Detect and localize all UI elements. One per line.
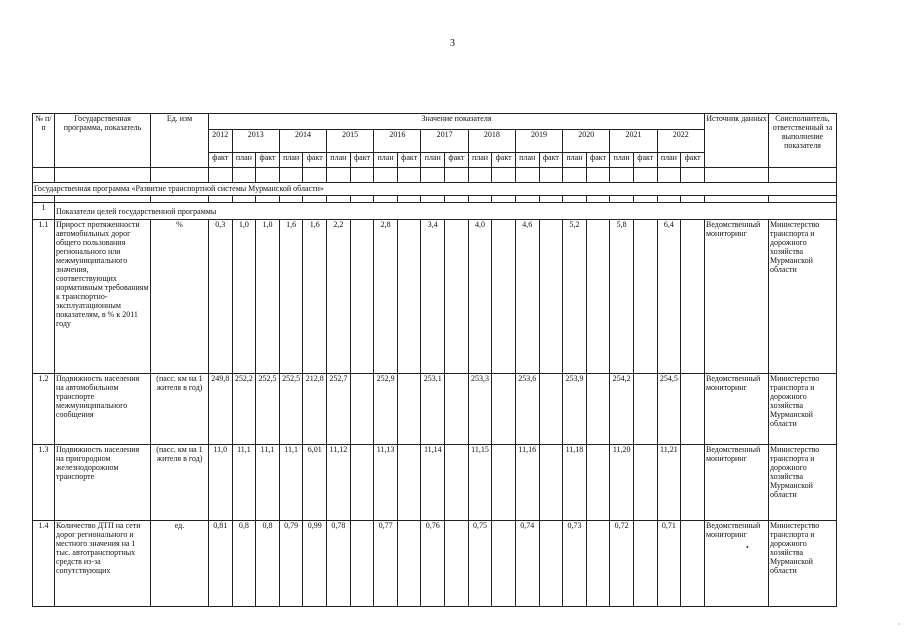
indicator-value: 11,1 [256,444,280,520]
header-year: 2019 [515,130,562,153]
indicator-value: 0,99 [303,520,327,606]
header-subcol: план [421,153,445,168]
header-subcol: факт [681,153,705,168]
indicator-row [33,219,837,373]
header-year: 2017 [421,130,468,153]
section-num: 1 [33,203,55,219]
header-unit: Ед. изм [151,114,209,168]
header-year: 2021 [610,130,657,153]
empty-cell [445,196,469,203]
empty-cell [327,196,351,203]
indicator-value: 0,73 [563,520,587,606]
header-subcol: план [657,153,681,168]
header-subcol: факт [445,153,469,168]
header-subcol: факт [633,153,657,168]
empty-cell [563,168,587,182]
indicator-row [33,373,837,444]
indicator-value [633,219,657,373]
empty-cell [327,168,351,182]
empty-cell [374,196,398,203]
empty-cell [681,196,705,203]
indicator-value [681,219,705,373]
empty-cell [303,168,327,182]
indicator-value: 253,9 [563,373,587,444]
empty-cell [232,196,256,203]
empty-cell [633,196,657,203]
empty-cell [374,168,398,182]
indicator-value: 1,0 [256,219,280,373]
indicator-value: 1,0 [232,219,256,373]
empty-cell [515,168,539,182]
indicator-value [539,373,563,444]
empty-cell [539,196,563,203]
indicator-value: 0,3 [209,219,233,373]
empty-cell [468,196,492,203]
indicator-value: 249,8 [209,373,233,444]
indicator-value [539,520,563,606]
empty-cell [704,168,768,182]
indicator-value: 2,2 [327,219,351,373]
indicator-value: 0,71 [657,520,681,606]
indicator-value: 11,15 [468,444,492,520]
indicator-value: 252,5 [279,373,303,444]
indicator-value [445,520,469,606]
indicator-value: 6,4 [657,219,681,373]
header-values-title: Значение показателя [209,114,705,130]
header-subcol: план [279,153,303,168]
indicator-value [681,520,705,606]
indicator-value: 252,5 [256,373,280,444]
indicator-value: 11,13 [374,444,398,520]
header-subcol: факт [492,153,516,168]
indicator-value [445,373,469,444]
indicator-value: 0,74 [515,520,539,606]
indicator-value: 3,4 [421,219,445,373]
indicator-executor: Министерство транспорта и дорожного хозяйства Мурманской области [768,520,836,606]
empty-cell [209,196,233,203]
indicator-source: Ведомственный мониторинг [704,520,768,606]
program-title: Государственная программа «Развитие транспортной системы Мурманской области» [33,182,837,195]
indicator-unit: (пасс. км на 1 жителя в год) [151,373,209,444]
section-title: Показатели целей государственной программы [55,203,837,219]
header-subcol: план [232,153,256,168]
header-subcol: факт [539,153,563,168]
indicators-table [32,113,837,607]
indicator-source: Ведомственный мониторинг [704,219,768,373]
indicator-value: 0,8 [256,520,280,606]
indicator-source: Ведомственный мониторинг [704,373,768,444]
header-row [33,114,837,130]
indicator-value: 11,1 [232,444,256,520]
indicator-value [681,373,705,444]
indicator-value: 11,20 [610,444,634,520]
indicator-value: 0,8 [232,520,256,606]
empty-cell [657,196,681,203]
indicator-source: Ведомственный мониторинг [704,444,768,520]
empty-cell [421,196,445,203]
stray-dot: • [746,543,749,552]
indicator-value: 11,0 [209,444,233,520]
header-source: Источник данных [704,114,768,168]
empty-cell [279,196,303,203]
indicator-value: 212,8 [303,373,327,444]
indicator-value: 0,79 [279,520,303,606]
indicator-value: 252,2 [232,373,256,444]
empty-cell [768,196,836,203]
indicator-value: 5,2 [563,219,587,373]
empty-cell [610,168,634,182]
indicator-executor: Министерство транспорта и дорожного хозяйства Мурманской области [768,219,836,373]
indicator-value: 0,72 [610,520,634,606]
indicator-value: 4,6 [515,219,539,373]
indicator-value: 11,14 [421,444,445,520]
empty-cell [657,168,681,182]
indicator-num: 1.3 [33,444,55,520]
indicator-value: 11,16 [515,444,539,520]
indicator-executor: Министерство транспорта и дорожного хозяйства Мурманской области [768,444,836,520]
header-subcol: факт [209,153,233,168]
indicator-value: 252,7 [327,373,351,444]
indicator-value: 6,01 [303,444,327,520]
empty-cell [492,196,516,203]
empty-cell [232,168,256,182]
indicator-value [586,373,610,444]
header-subcol: план [374,153,398,168]
empty-cell [303,196,327,203]
indicator-value [586,520,610,606]
empty-cell [151,168,209,182]
empty-cell [492,168,516,182]
indicator-value [539,444,563,520]
indicator-row [33,520,837,606]
empty-cell [397,196,421,203]
empty-cell [256,168,280,182]
header-year: 2015 [327,130,374,153]
empty-cell [681,168,705,182]
empty-cell [55,168,151,182]
indicator-executor: Министерство транспорта и дорожного хозяйства Мурманской области [768,373,836,444]
empty-cell [704,196,768,203]
header-subcol: план [468,153,492,168]
header-subcol: факт [256,153,280,168]
indicator-value [586,444,610,520]
program-row [33,182,837,195]
indicator-value: 0,81 [209,520,233,606]
indicator-value [586,219,610,373]
empty-cell [586,196,610,203]
indicator-value [350,520,374,606]
indicator-value [445,444,469,520]
empty-cell [209,168,233,182]
indicator-value [492,219,516,373]
indicator-value [445,219,469,373]
header-subcol: факт [586,153,610,168]
empty-cell [350,196,374,203]
indicator-name: Подвижность населения на автомобильном транспорте межмуниципального сообщения [55,373,151,444]
indicator-name: Прирост протяженности автомобильных дорог общего пользования регионального или межмуниципального значения, соответствующих нормативным требованиям к транспортно-эксплуатационным показателям, в % к 2011 году [55,219,151,373]
indicator-value: 252,9 [374,373,398,444]
empty-cell [256,196,280,203]
header-year: 2014 [279,130,326,153]
indicator-value: 1,6 [303,219,327,373]
indicator-num: 1.2 [33,373,55,444]
header-subcol: план [610,153,634,168]
header-year: 2012 [209,130,233,153]
header-num: № п/п [33,114,55,168]
indicator-value [350,219,374,373]
indicator-value [492,520,516,606]
header-year: 2018 [468,130,515,153]
indicator-value [633,373,657,444]
header-year: 2020 [563,130,610,153]
spacer-row [33,196,837,203]
indicator-value: 0,78 [327,520,351,606]
empty-cell [151,196,209,203]
header-subcol: факт [303,153,327,168]
indicator-value [350,373,374,444]
indicator-row [33,444,837,520]
indicator-value [492,444,516,520]
indicator-value [633,444,657,520]
page-number: 3 [450,38,455,49]
empty-cell [468,168,492,182]
indicator-value: 11,18 [563,444,587,520]
empty-cell [279,168,303,182]
indicator-name: Количество ДТП на сети дорог регионального и местного значения на 1 тыс. автотранспортных средств из-за сопутствующих [55,520,151,606]
section-row [33,203,837,219]
indicator-value: 11,1 [279,444,303,520]
indicator-name: Подвижность населения на пригородном железнодорожном транспорте [55,444,151,520]
empty-cell [610,196,634,203]
empty-cell [633,168,657,182]
header-year: 2013 [232,130,279,153]
empty-cell [350,168,374,182]
indicator-unit: (пасс. км на 1 жителя в год) [151,444,209,520]
indicator-value: 253,6 [515,373,539,444]
empty-cell [539,168,563,182]
indicator-value: 253,3 [468,373,492,444]
header-executor: Соисполнитель, ответственный за выполнение показателя [768,114,836,168]
empty-cell [397,168,421,182]
empty-cell [33,168,55,182]
indicator-unit: % [151,219,209,373]
indicator-num: 1.1 [33,219,55,373]
header-year: 2016 [374,130,421,153]
header-subcol: факт [397,153,421,168]
empty-cell [515,196,539,203]
indicator-value: 0,77 [374,520,398,606]
spacer-row [33,168,837,182]
indicator-value [539,219,563,373]
indicator-value: 5,8 [610,219,634,373]
indicator-value [681,444,705,520]
empty-cell [768,168,836,182]
empty-cell [445,168,469,182]
indicator-value: 254,2 [610,373,634,444]
empty-cell [55,196,151,203]
indicator-value: 11,12 [327,444,351,520]
empty-cell [421,168,445,182]
empty-cell [586,168,610,182]
header-program: Государственная программа, показатель [55,114,151,168]
header-year: 2022 [657,130,704,153]
indicator-value [633,520,657,606]
empty-cell [33,196,55,203]
indicator-value: 2,8 [374,219,398,373]
stray-dot: · [898,620,901,629]
indicator-value: 0,76 [421,520,445,606]
header-subcol: факт [350,153,374,168]
indicator-value [350,444,374,520]
empty-cell [563,196,587,203]
indicator-value: 253,1 [421,373,445,444]
header-subcol: план [515,153,539,168]
indicator-value: 4,0 [468,219,492,373]
indicator-value: 1,6 [279,219,303,373]
indicator-value: 11,21 [657,444,681,520]
indicator-unit: ед. [151,520,209,606]
indicator-value [492,373,516,444]
indicator-value [397,219,421,373]
indicator-value: 0,75 [468,520,492,606]
indicator-value [397,520,421,606]
indicator-value [397,444,421,520]
indicator-num: 1.4 [33,520,55,606]
indicator-value: 254,5 [657,373,681,444]
indicator-value [397,373,421,444]
header-subcol: план [327,153,351,168]
header-subcol: план [563,153,587,168]
